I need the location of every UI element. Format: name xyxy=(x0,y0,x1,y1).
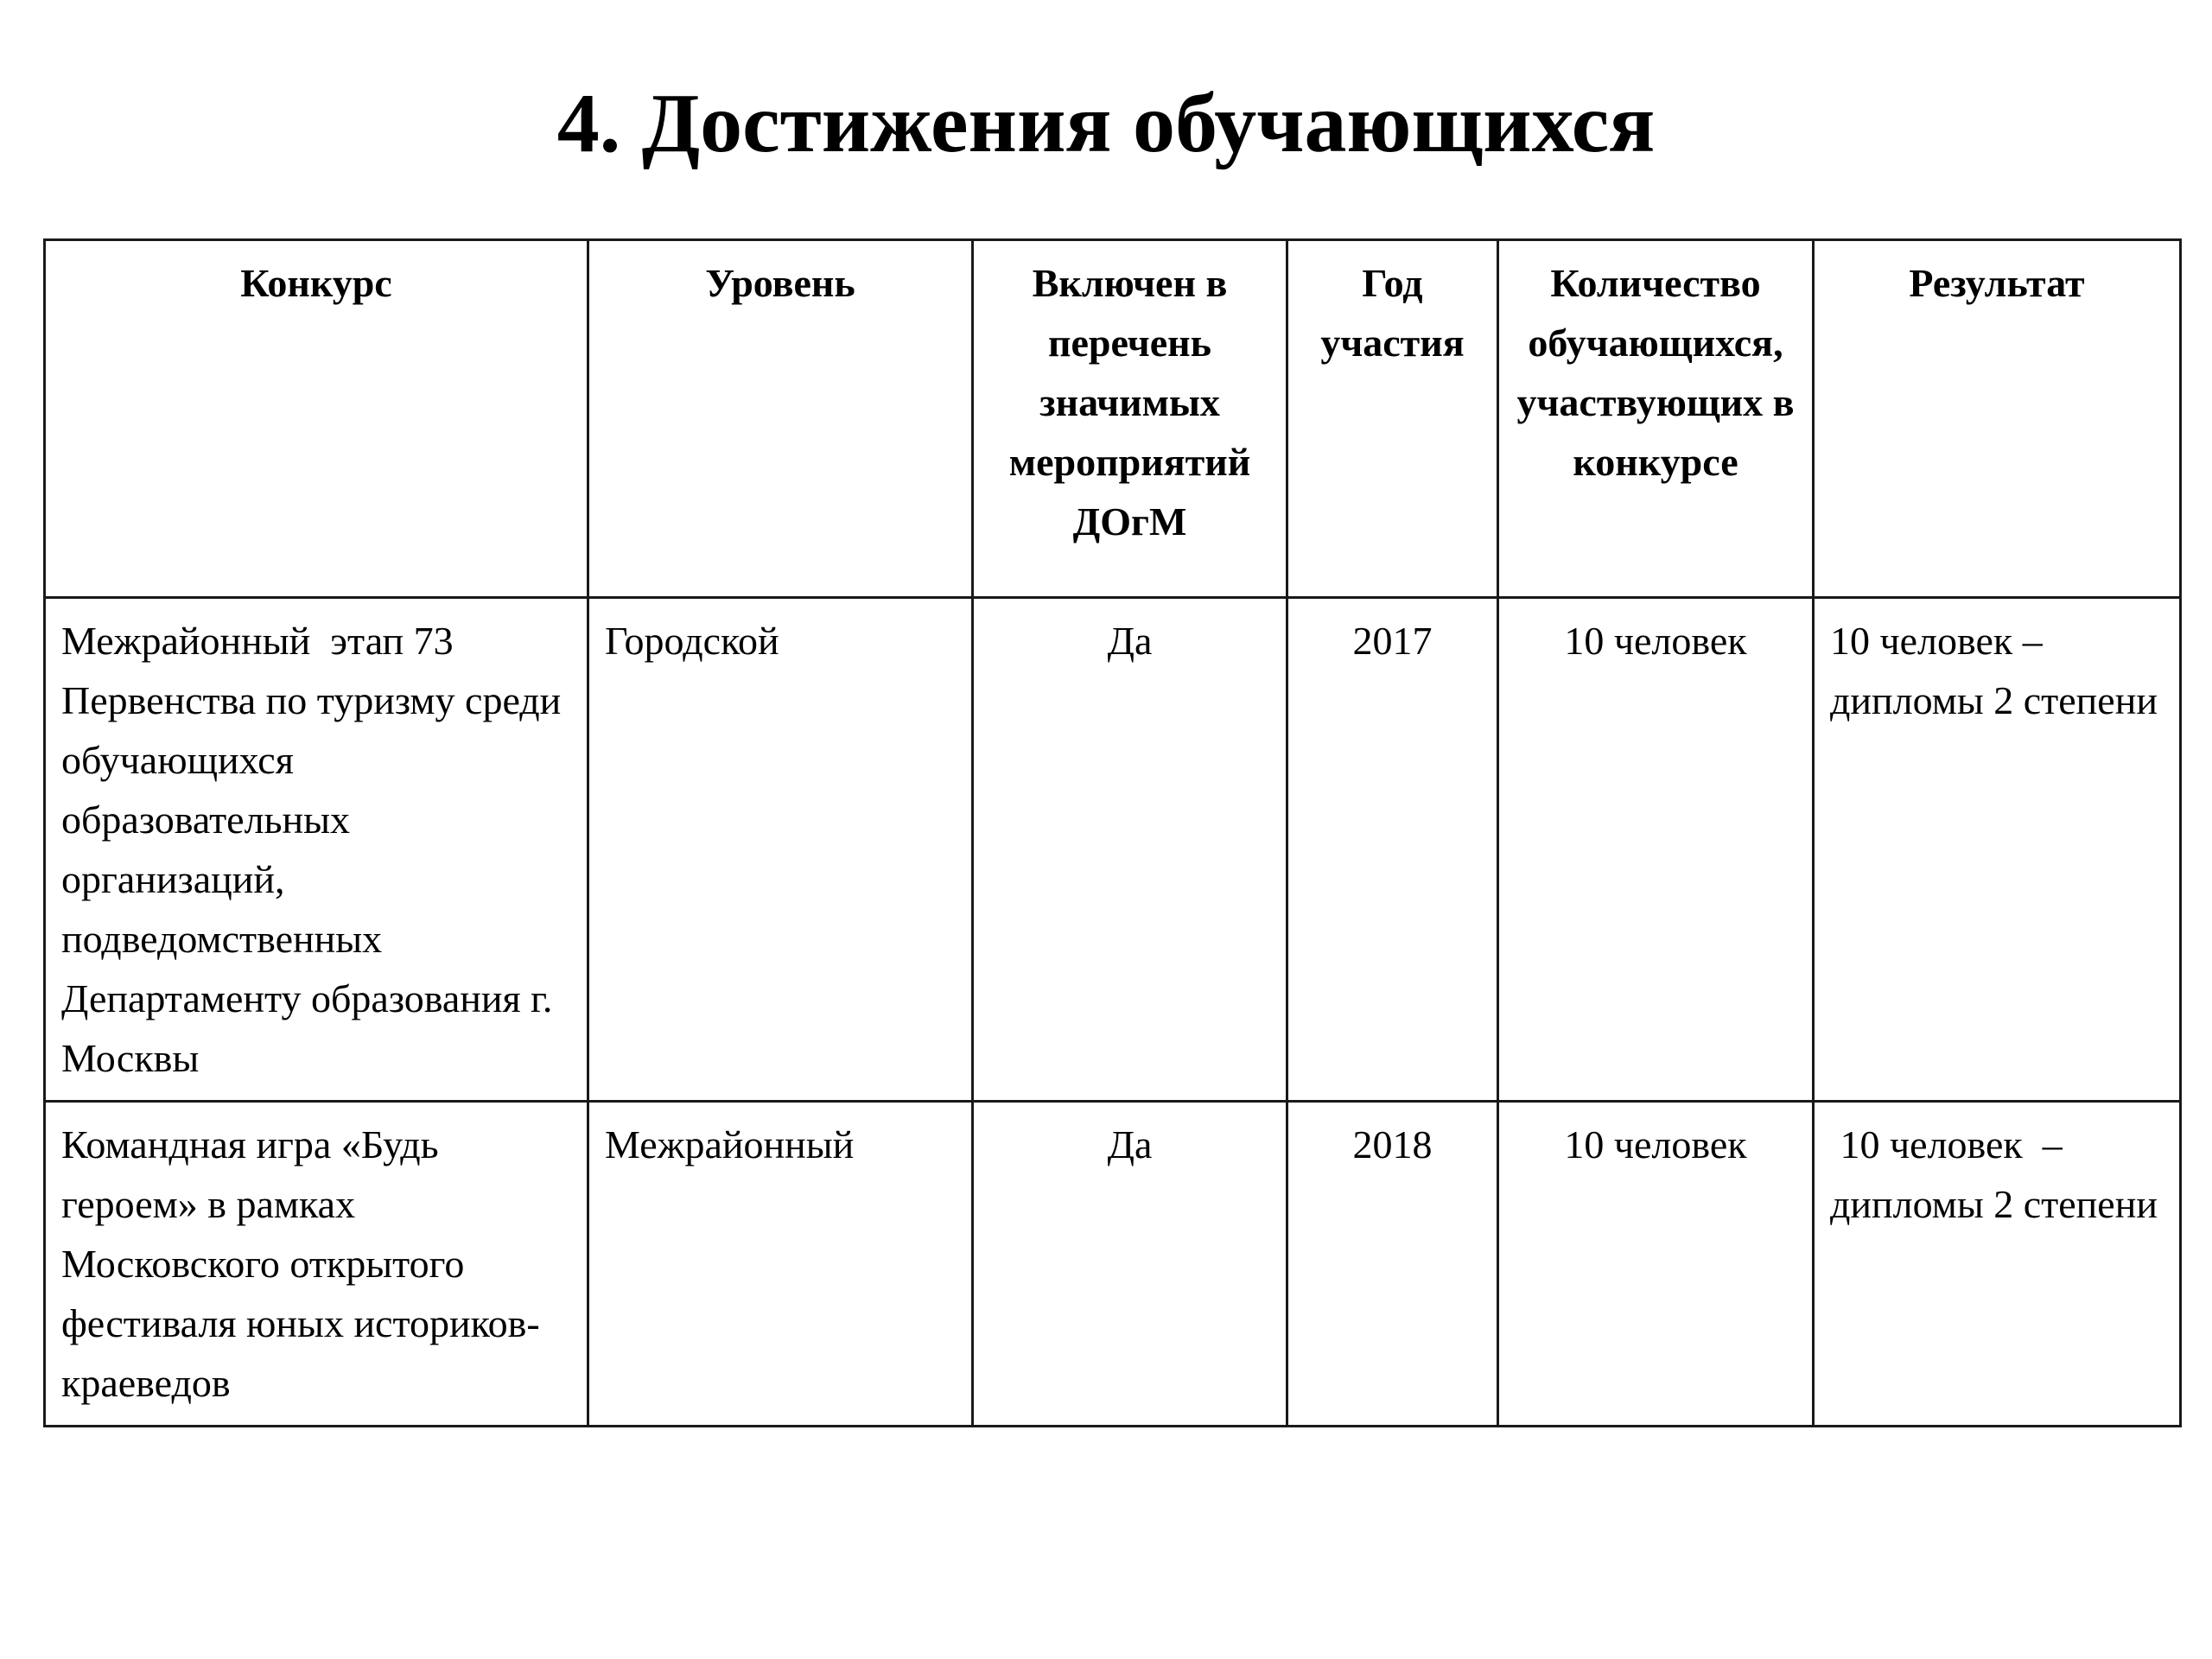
header-contest: Конкурс xyxy=(45,240,588,598)
cell-year: 2018 xyxy=(1287,1102,1498,1427)
cell-contest: Межрайонный этап 73 Первенства по туризму среди обучающихся образовательных организаций, подведомственных Департаменту образования г. Москвы xyxy=(45,598,588,1102)
header-included-in-list: Включен в перечень значимых мероприятий ДОгМ xyxy=(973,240,1287,598)
cell-participants: 10 человек xyxy=(1498,1102,1814,1427)
cell-contest: Командная игра «Будь героем» в рамках Московского открытого фестиваля юных историков-краеведов xyxy=(45,1102,588,1427)
cell-included: Да xyxy=(973,1102,1287,1427)
header-result: Результат xyxy=(1814,240,2181,598)
cell-included: Да xyxy=(973,598,1287,1102)
slide-title: 4. Достижения обучающихся xyxy=(556,77,1656,170)
table-row xyxy=(45,598,2181,1102)
table-header-row xyxy=(45,240,2181,598)
cell-result: 10 человек – дипломы 2 степени xyxy=(1814,598,2181,1102)
cell-year: 2017 xyxy=(1287,598,1498,1102)
cell-level: Городской xyxy=(588,598,973,1102)
cell-participants: 10 человек xyxy=(1498,598,1814,1102)
header-participants-count: Количество обучающихся, участвующих в конкурсе xyxy=(1498,240,1814,598)
achievements-table xyxy=(43,238,2182,1427)
cell-level: Межрайонный xyxy=(588,1102,973,1427)
header-level: Уровень xyxy=(588,240,973,598)
cell-result: 10 человек – дипломы 2 степени xyxy=(1814,1102,2181,1427)
header-year: Год участия xyxy=(1287,240,1498,598)
table-row xyxy=(45,1102,2181,1427)
